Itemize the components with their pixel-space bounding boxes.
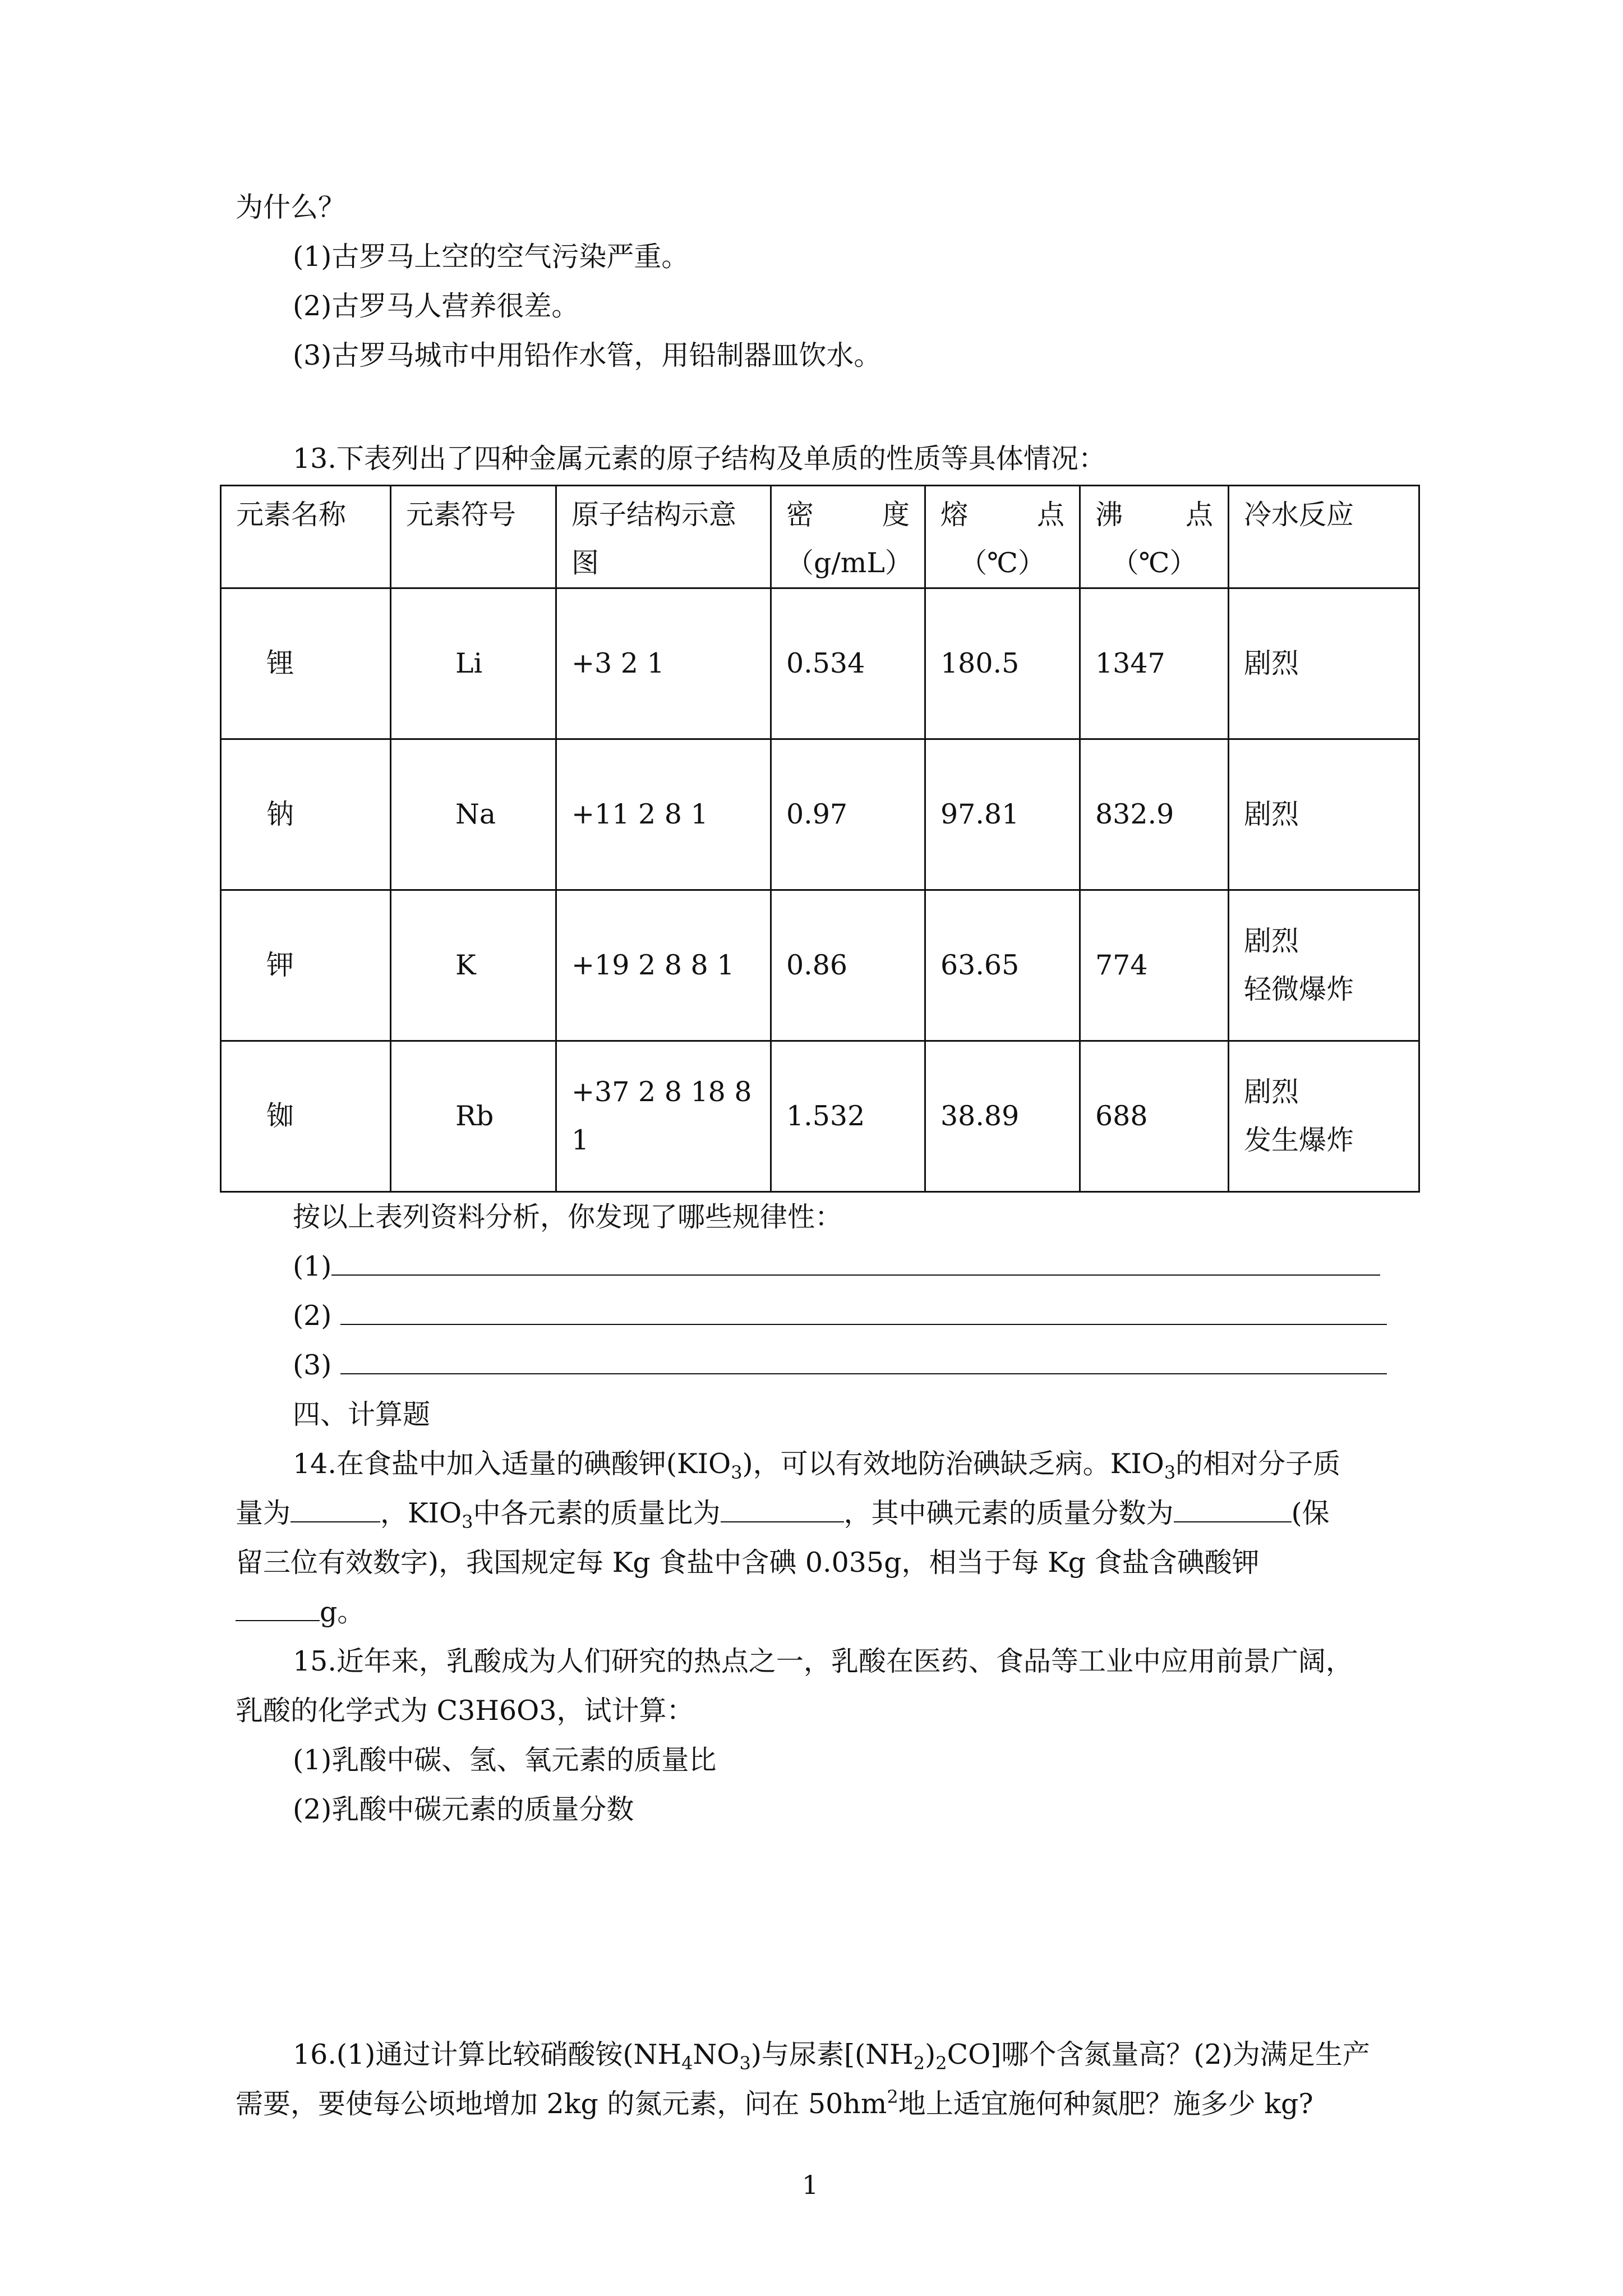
cell-density: 1.532	[771, 1041, 925, 1192]
q14-line-4: g。	[236, 1595, 365, 1629]
cell-density: 0.86	[771, 890, 925, 1041]
cell-melting-point: 97.81	[925, 739, 1080, 890]
header-symbol: 元素符号	[391, 486, 556, 588]
element-properties-table	[220, 485, 1420, 1193]
table-header-row	[221, 486, 1419, 588]
q12-intro: 为什么？	[236, 191, 346, 223]
header-boiling-point: 沸 点 （℃）	[1080, 486, 1229, 588]
cell-structure: +11 2 8 1	[556, 739, 771, 890]
q12-option-3: (3)古罗马城市中用铅作水管，用铅制器皿饮水。	[293, 339, 882, 371]
cell-melting-point: 38.89	[925, 1041, 1080, 1192]
q12-option-2: (2)古罗马人营养很差。	[293, 290, 579, 322]
answer-line-3: (3)	[293, 1349, 1387, 1382]
cell-symbol: Rb	[391, 1041, 556, 1192]
q15-line-1: 15.近年来，乳酸成为人们研究的热点之一，乳酸在医药、食品等工业中应用前景广阔，	[293, 1645, 1353, 1677]
cell-boiling-point: 688	[1080, 1041, 1229, 1192]
page-number: 1	[802, 2170, 819, 2200]
q13-prompt: 按以上表列资料分析，你发现了哪些规律性：	[293, 1201, 843, 1233]
answer-line-2: (2)	[293, 1299, 1387, 1333]
q14-line-1: 14.在食盐中加入适量的碘酸钾$(KIO_3)$，可以有效地防治碘缺乏病。$KIO_3$的相对分子质	[293, 1448, 1341, 1483]
table-row	[221, 890, 1419, 1041]
cell-structure: +37 2 8 18 8 1	[556, 1041, 771, 1192]
cell-symbol: Na	[391, 739, 556, 890]
table-row	[221, 739, 1419, 890]
answer-line-1: (1)	[293, 1250, 1380, 1283]
q13-title: 13.下表列出了四种金属元素的原子结构及单质的性质等具体情况：	[293, 443, 1106, 475]
cell-name: 钠	[221, 739, 391, 890]
header-density: 密 度 （g/mL）	[771, 486, 925, 588]
q14-line-2: 量为 ，$KIO_3$中各元素的质量比为 ，其中碘元素的质量分数为 (保	[236, 1497, 1330, 1533]
cell-boiling-point: 832.9	[1080, 739, 1229, 890]
cell-symbol: Li	[391, 588, 556, 739]
section-heading: 四、计算题	[293, 1398, 431, 1430]
cell-name: 锂	[221, 588, 391, 739]
header-name: 元素名称	[221, 486, 391, 588]
cell-structure: +19 2 8 8 1	[556, 890, 771, 1041]
cell-melting-point: 63.65	[925, 890, 1080, 1041]
cell-density: 0.97	[771, 739, 925, 890]
table-row	[221, 588, 1419, 739]
cell-symbol: K	[391, 890, 556, 1041]
q12-option-1: (1)古罗马上空的空气污染严重。	[293, 241, 689, 273]
cell-reaction: 剧烈 轻微爆炸	[1229, 890, 1419, 1041]
cell-density: 0.534	[771, 588, 925, 739]
header-reaction: 冷水反应	[1229, 486, 1419, 588]
cell-boiling-point: 1347	[1080, 588, 1229, 739]
cell-reaction: 剧烈	[1229, 588, 1419, 739]
cell-name: 铷	[221, 1041, 391, 1192]
table-row	[221, 1041, 1419, 1192]
cell-reaction: 剧烈	[1229, 739, 1419, 890]
q15-item-1: (1)乳酸中碳、氢、氧元素的质量比	[293, 1744, 717, 1776]
cell-reaction: 剧烈 发生爆炸	[1229, 1041, 1419, 1192]
cell-boiling-point: 774	[1080, 890, 1229, 1041]
cell-structure: +3 2 1	[556, 588, 771, 739]
cell-melting-point: 180.5	[925, 588, 1080, 739]
q16-line-1: 16.(1)通过计算比较硝酸铵$(NH_4NO_3)$与尿素$[(NH_2)_2CO]$哪个含氮量高？(2)为满足生产	[293, 2039, 1370, 2074]
q14-line-3: 留三位有效数字)，我国规定每 Kg 食盐中含碘 0.035g，相当于每 Kg 食盐含碘酸钾	[236, 1547, 1260, 1579]
q15-line-2: 乳酸的化学式为 C3H6O3，试计算：	[236, 1695, 694, 1727]
header-structure: 原子结构示意 图	[556, 486, 771, 588]
q16-line-2: 需要，要使每公顷地增加 2kg 的氮元素，问在 $50hm^2$地上适宜施何种氮肥？施多少 kg?	[236, 2086, 1313, 2120]
header-melting-point: 熔 点 （℃）	[925, 486, 1080, 588]
cell-name: 钾	[221, 890, 391, 1041]
q15-item-2: (2)乳酸中碳元素的质量分数	[293, 1793, 634, 1825]
